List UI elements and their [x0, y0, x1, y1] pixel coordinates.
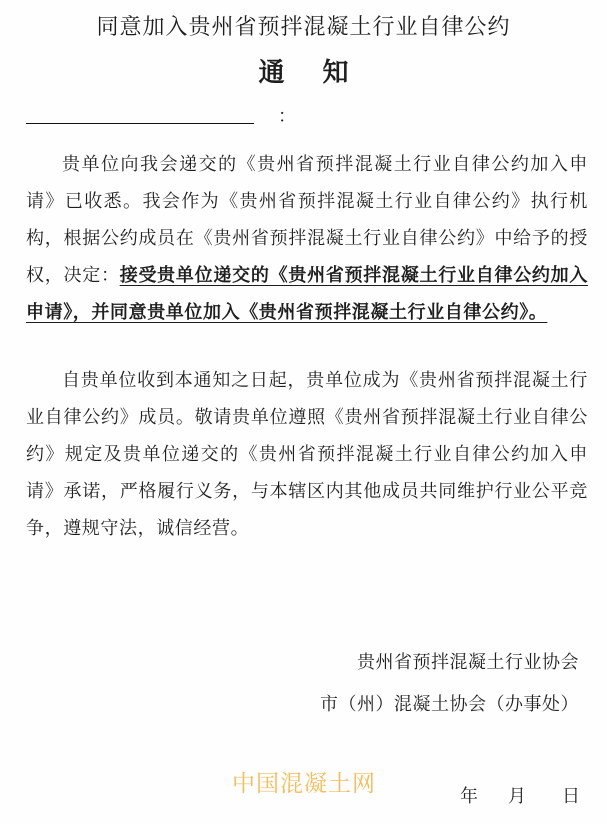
recipient-colon: ：: [278, 106, 296, 127]
recipient-blank: [26, 104, 296, 127]
paragraph-membership: 自贵单位收到本通知之日起，贵单位成为《贵州省预拌混凝土行业自律公约》成员。敬请贵单位遵照《贵州省预拌混凝土行业自律公约》规定及贵单位递交的《贵州省预拌混凝土行业自律公约加入申请》承诺，严格履行义务，与本辖区内其他成员共同维护行业公平竞争，遵规守法，诚信经营。: [26, 370, 588, 539]
date-year-label: 年: [460, 786, 478, 807]
paragraph-acceptance-decision: 接受贵单位递交的《贵州省预拌混凝土行业自律公约加入申请》，并同意贵单位加入《贵州省预拌混凝土行业自律公约》。: [26, 265, 589, 323]
paragraph-acceptance: [26, 146, 588, 331]
signature-sub-organization: 市（州）混凝土协会（办事处）: [320, 694, 579, 715]
site-watermark: 中国混凝土网: [232, 771, 376, 797]
document-title: 同意加入贵州省预拌混凝土行业自律公约: [96, 15, 511, 40]
date-month-label: 月: [508, 786, 526, 807]
paragraph-acceptance-text: 贵单位向我会递交的《贵州省预拌混凝土行业自律公约加入申请》已收悉。我会作为《贵州省预拌混凝土行业自律公约》执行机构，根据公约成员在《贵州省预拌混凝土行业自律公约》中给予的授权，决定：: [26, 154, 588, 286]
date-day-label: 日: [562, 786, 580, 807]
notice-heading: 通知: [258, 58, 387, 88]
signature-organization: 贵州省预拌混凝土行业协会: [357, 652, 579, 673]
recipient-underline: [26, 123, 254, 124]
